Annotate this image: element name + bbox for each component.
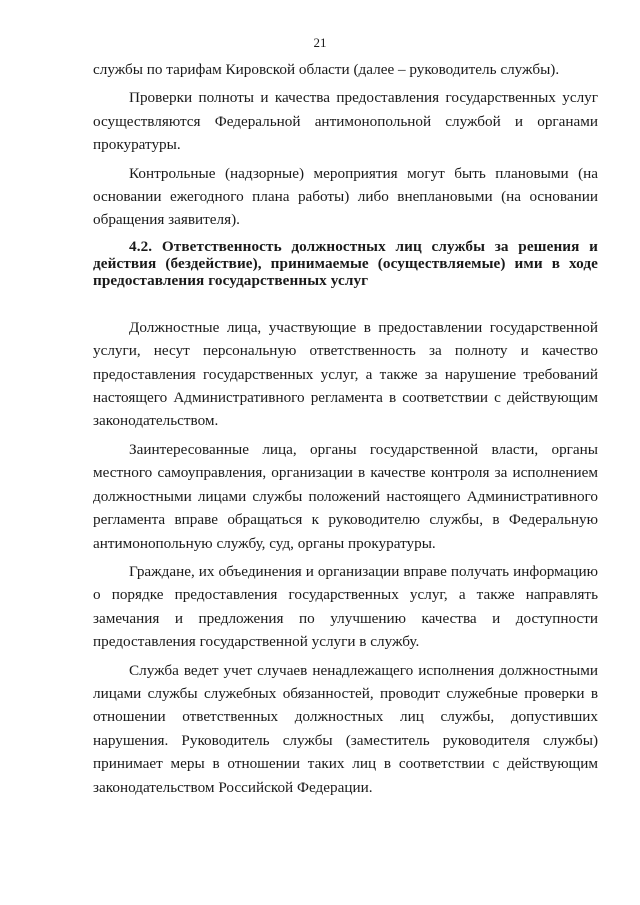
paragraph-interested-parties: Заинтересованные лица, органы государственной власти, органы местного самоуправления, организации в качестве контроля за исполнением должностными лицами службы положений настоящего Административного регламента вправе обращаться к руководителю службы, в Федеральную антимонопольную службу, суд, органы прокуратуры. (93, 440, 598, 552)
paragraph-citizens: Граждане, их объединения и организации вправе получать информацию о порядке предоставления государственных услуг, а также направлять замечания и предложения по улучшению качества и доступности предоставления государственной услуги в службу. (93, 562, 598, 651)
paragraph-inspections: Проверки полноты и качества предоставления государственных услуг осуществляются Федеральной антимонопольной службой и органами прокуратуры. (93, 89, 598, 154)
paragraph-service-records: Служба ведет учет случаев ненадлежащего исполнения должностными лицами службы служебных обязанностей, проводит служебные проверки в отношении ответственных должностных лиц службы, допустивших нарушения. Руководитель службы (заместитель руководителя службы) принимает меры в отношении таких лиц в соответствии с действующим законодательством Российской Федерации. (93, 661, 598, 796)
paragraph-control-measures: Контрольные (надзорные) мероприятия могут быть плановыми (на основании ежегодного плана работы) либо внеплановыми (на основании обращения заявителя). (93, 164, 598, 229)
document-body (93, 58, 598, 799)
paragraph-continuation: службы по тарифам Кировской области (далее – руководитель службы). (93, 61, 560, 78)
paragraph-officials-responsibility: Должностные лица, участвующие в предоставлении государственной услуги, несут персональную ответственность за полноту и качество предоставления государственных услуг, а также за нарушение требований настоящего Административного регламента в соответствии с действующим законодательством. (93, 318, 598, 430)
page-number: 21 (313, 35, 327, 50)
section-heading: 4.2. Ответственность должностных лиц службы за решения и действия (бездействие), принимаемые (осуществляемые) ими в ходе предоставления государственных услуг (93, 237, 598, 289)
